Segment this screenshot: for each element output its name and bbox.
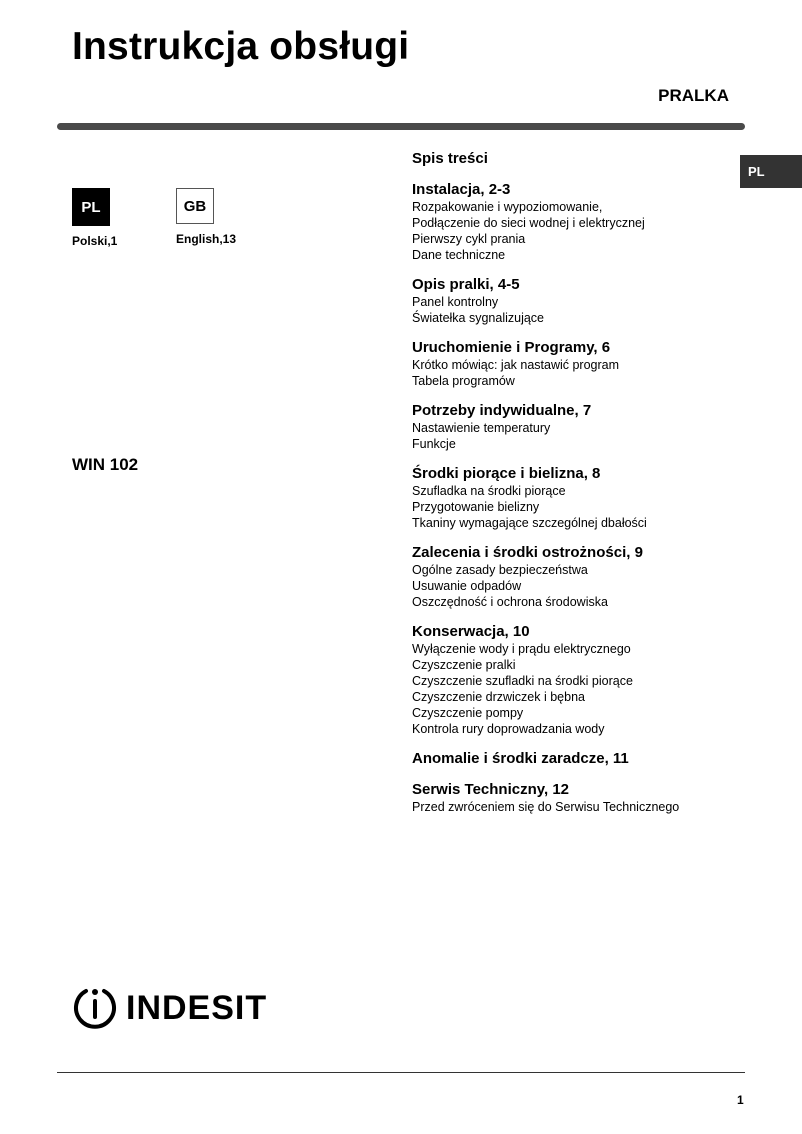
toc-item[interactable]: Tabela programów [412, 374, 515, 388]
language-label: English,13 [176, 232, 237, 246]
product-type: PRALKA [658, 86, 729, 105]
toc-section-heading[interactable]: Środki piorące i bielizna, 8 [412, 465, 601, 482]
toc-item[interactable]: Czyszczenie pralki [412, 658, 516, 672]
language-code: GB [176, 188, 214, 224]
brand-name: INDESIT [126, 989, 268, 1027]
toc-item[interactable]: Krótko mówiąc: jak nastawić program [412, 358, 620, 372]
toc-section-heading[interactable]: Opis pralki, 4-5 [412, 276, 520, 293]
language-pl[interactable] [72, 188, 117, 248]
language-code: PL [72, 188, 110, 226]
toc-item[interactable]: Tkaniny wymagające szczególnej dbałości [412, 516, 647, 530]
toc-item[interactable]: Podłączenie do sieci wodnej i elektrycznej [412, 216, 645, 230]
toc-section-heading[interactable]: Potrzeby indywidualne, 7 [412, 402, 592, 419]
toc-section [412, 339, 742, 389]
toc-item[interactable]: Przed zwróceniem się do Serwisu Technicznego [412, 800, 680, 814]
toc-section-heading[interactable]: Konserwacja, 10 [412, 623, 530, 640]
toc-section [412, 276, 742, 326]
toc-section [412, 750, 742, 768]
toc-section [412, 465, 742, 531]
toc-section-heading[interactable]: Zalecenia i środki ostrożności, 9 [412, 544, 643, 561]
toc-item[interactable]: Panel kontrolny [412, 295, 499, 309]
language-side-tab[interactable]: PL [740, 155, 802, 188]
toc-item[interactable]: Czyszczenie szufladki na środki piorące [412, 674, 633, 688]
language-gb[interactable] [176, 188, 236, 246]
toc-section [412, 781, 742, 815]
toc-section [412, 544, 742, 610]
page-number: 1 [737, 1093, 744, 1107]
toc-item[interactable]: Usuwanie odpadów [412, 579, 522, 593]
toc-section-heading[interactable]: Instalacja, 2-3 [412, 181, 511, 198]
table-of-contents [412, 150, 742, 815]
toc-item[interactable]: Światełka sygnalizujące [412, 311, 545, 325]
toc-item[interactable]: Rozpakowanie i wypoziomowanie, [412, 200, 603, 214]
toc-item[interactable]: Funkcje [412, 437, 456, 451]
footer-divider [57, 1072, 745, 1073]
language-label: Polski,1 [72, 234, 118, 248]
model-name: WIN 102 [72, 455, 139, 474]
toc-item[interactable]: Ogólne zasady bezpieczeństwa [412, 563, 588, 577]
toc-item[interactable]: Czyszczenie drzwiczek i bębna [412, 690, 585, 704]
toc-section [412, 623, 742, 737]
toc-title: Spis treści [412, 150, 488, 167]
toc-item[interactable]: Wyłączenie wody i prądu elektrycznego [412, 642, 631, 656]
power-i-icon [72, 985, 118, 1031]
toc-section-heading[interactable]: Serwis Techniczny, 12 [412, 781, 570, 798]
toc-section-heading[interactable]: Anomalie i środki zaradcze, 11 [412, 750, 629, 767]
toc-item[interactable]: Dane techniczne [412, 248, 506, 262]
header-divider [57, 123, 745, 130]
toc-item[interactable]: Pierwszy cykl prania [412, 232, 526, 246]
toc-item[interactable]: Kontrola rury doprowadzania wody [412, 722, 605, 736]
toc-item[interactable]: Szufladka na środki piorące [412, 484, 566, 498]
toc-item[interactable]: Czyszczenie pompy [412, 706, 524, 720]
brand-logo [72, 985, 267, 1031]
toc-item[interactable]: Przygotowanie bielizny [412, 500, 540, 514]
toc-section-heading[interactable]: Uruchomienie i Programy, 6 [412, 339, 611, 356]
toc-item[interactable]: Oszczędność i ochrona środowiska [412, 595, 608, 609]
toc-section [412, 402, 742, 452]
toc-section [412, 181, 742, 263]
toc-item[interactable]: Nastawienie temperatury [412, 421, 551, 435]
page-title: Instrukcja obsługi [72, 25, 410, 68]
